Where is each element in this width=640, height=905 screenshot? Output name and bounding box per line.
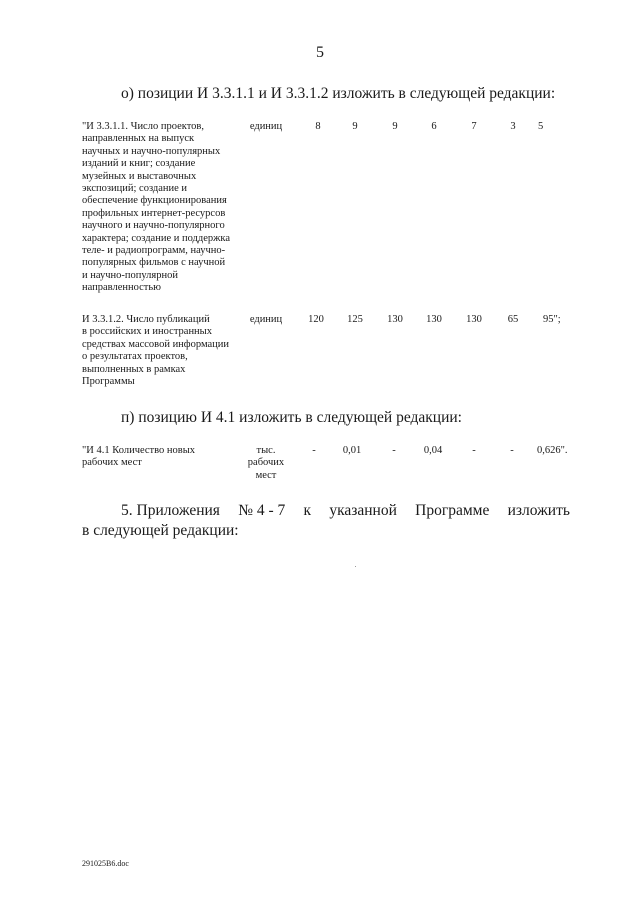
row-value-cell: - xyxy=(312,445,316,456)
row-value-cell: 0,626". xyxy=(537,445,568,456)
page-number: 5 xyxy=(316,44,324,61)
row-value-cell: 130 xyxy=(426,314,442,325)
row-value-cell: 6 xyxy=(431,121,437,132)
row-value-cell: 8 xyxy=(315,121,321,132)
row-unit-41: тыс. рабочих мест xyxy=(247,445,285,481)
row-value-cell: 9 xyxy=(352,121,358,132)
row-value-cell: 0,04 xyxy=(423,445,443,456)
row-value-cell: 120 xyxy=(308,314,324,325)
row-description-41: "И 4.1 Количество новых рабочих мест xyxy=(82,445,196,469)
row-value-cell: 3 xyxy=(510,121,516,132)
speck-mark xyxy=(355,566,356,567)
row-value-cell: - xyxy=(472,445,476,456)
row-unit-3311: единиц xyxy=(249,121,283,132)
row-value-cell: 65 xyxy=(507,314,519,325)
row-value-cell: 125 xyxy=(347,314,363,325)
paragraph-line-1: 5. Приложения № 4 - 7 к указанной Программе изложить xyxy=(121,502,570,519)
section-heading-p: п) позицию И 4.1 изложить в следующей редакции: xyxy=(121,409,462,426)
section-heading-o: о) позиции И 3.3.1.1 и И 3.3.1.2 изложить в следующей редакции: xyxy=(121,85,556,102)
row-value-cell: 0,01 xyxy=(342,445,362,456)
row-value-cell: - xyxy=(510,445,514,456)
row-description-3311: "И 3.3.1.1. Число проектов, направленных на выпуск научных и научно-популярных изданий и книг; создание музейных и выставочных экспозиций; создание и обеспечение функционирования профильных интернет-ресурсов научного и научно-популярного характера; создание и поддержка теле- и радиопрограмм, научно- популярных фильмов с научной и научно-популярной направленностью xyxy=(82,121,231,294)
row-value-cell: 7 xyxy=(471,121,477,132)
row-value-cell: - xyxy=(392,445,396,456)
row-value-cell: 9 xyxy=(392,121,398,132)
row-value-cell: 5 xyxy=(538,121,544,132)
row-unit-3312: единиц xyxy=(249,314,283,325)
paragraph-line-2: в следующей редакции: xyxy=(82,522,239,539)
row-description-3312: И 3.3.1.2. Число публикаций в российских и иностранных средствах массовой информации о результатах проектов, выполненных в рамках Программы xyxy=(82,314,230,388)
row-value-cell: 130 xyxy=(466,314,482,325)
footer-filename: 291025В6.doc xyxy=(82,859,129,868)
row-value-cell: 95"; xyxy=(543,314,561,325)
row-value-cell: 130 xyxy=(387,314,403,325)
